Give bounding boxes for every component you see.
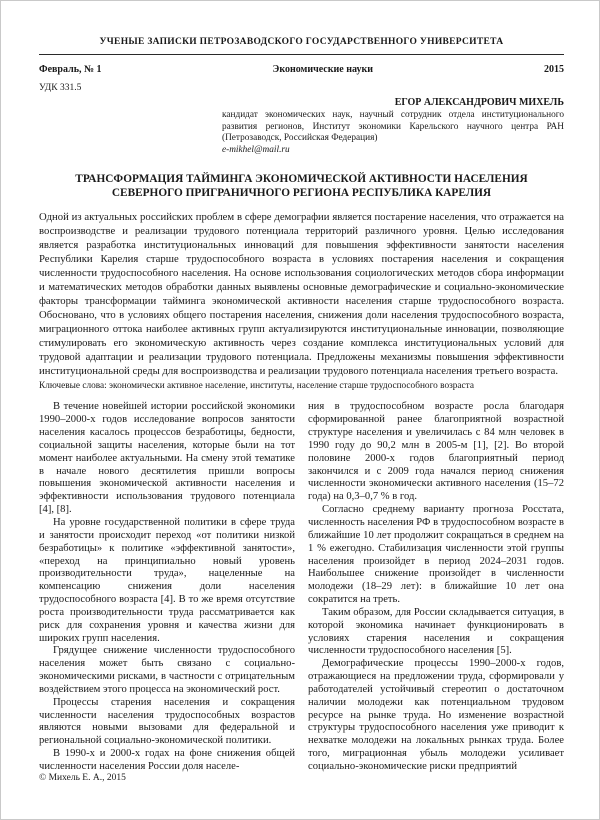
body-paragraph: В 1990-х и 2000-х годах на фоне снижения общей численности населения России доля населе- (39, 748, 295, 772)
udc-code: УДК 331.5 (39, 83, 82, 93)
issue-month: Февраль, № 1 (39, 64, 102, 75)
body-columns (39, 401, 564, 773)
article-title-line1: ТРАНСФОРМАЦИЯ ТАЙМИНГА ЭКОНОМИЧЕСКОЙ АКТИВНОСТИ НАСЕЛЕНИЯ (75, 173, 528, 186)
article-keywords: Ключевые слова: экономически активное население, институты, население старше трудоспособного возраста (39, 381, 474, 392)
issue-info-row (39, 64, 564, 75)
copyright-notice: © Михель Е. А., 2015 (39, 773, 126, 783)
body-paragraph: На уровне государственной политики в сфере труда и занятости происходит переход «от политики низкой безработицы» к политике «эффективной занятости», «переход на принципиально новый уровень производительности труда», нацеленные на компенсацию снижения доли населения трудоспособного возраста [4]. В то же время отсутствие роста производительности труда рассматривается как риск для сохранения уровня и качества жизни для широких групп населения. (39, 516, 295, 644)
issue-section: Экономические науки (272, 64, 373, 75)
article-title (39, 172, 564, 200)
header-rule (39, 54, 564, 55)
body-paragraph: Грядущее снижение численности трудоспособного населения может быть связано с социально-экономическими рисками, в частности с отрицательным воздействием этого процесса на экономический рост. (39, 645, 295, 695)
author-block (222, 97, 564, 156)
author-name: ЕГОР АЛЕКСАНДРОВИЧ МИХЕЛЬ (394, 97, 564, 108)
body-paragraph: Таким образом, для России складывается ситуация, в которой экономика начинает функционировать в условиях старения населения и сокращения численности трудоспособного населения [5]. (308, 606, 564, 657)
journal-header: УЧЕНЫЕ ЗАПИСКИ ПЕТРОЗАВОДСКОГО ГОСУДАРСТВЕННОГО УНИВЕРСИТЕТА (99, 37, 504, 47)
body-column-right (308, 401, 564, 773)
issue-year: 2015 (544, 64, 564, 75)
body-paragraph: Согласно среднему варианту прогноза Росстата, численность населения РФ в трудоспособном возрасте в ближайшие 10 лет продолжит сокращаться в среднем на 1 % ежегодно. Стабилизация численности этой группы населения произойдет в период 2024–2031 годов. Наибольшее снижение произойдет в численности молодежи (18–29 лет): в ближайшие 10 лет она сократится на треть. (308, 504, 564, 606)
author-email: e-mikhel@mail.ru (222, 144, 290, 155)
author-affiliation: кандидат экономических наук, научный сотрудник отдела институционального развития регионов, Институт экономики Карельского научного центра РАН (Петрозаводск, Российская Федерация) (222, 110, 564, 144)
article-title-line2: СЕВЕРНОГО ПРИГРАНИЧНОГО РЕГИОНА РЕСПУБЛИКА КАРЕЛИЯ (111, 187, 492, 200)
body-paragraph: ния в трудоспособном возрасте росла благодаря сформированной ранее благоприятной возрастной структуре населения и увеличилась с 84 млн человек в 1990 году до 90,2 млн в 2005-м [1], [2]. Во второй половине 2000-х годов благоприятный период закончился и с 2009 года начался период снижения численности экономически активного населения (15–72 года) на 0,3–0,7 % в год. (308, 401, 564, 503)
body-paragraph: Демографические процессы 1990–2000-х годов, отражающиеся на предложении труда, сформировали у работодателей устойчивый стереотип о достаточном наличии молодежи как потенциальном трудовом ресурсе на рынке труда. Но изменение возрастной структуры трудоспособного населения уже приводит к нехватке молодежи на локальных рынках труда. Более того, миграционная убыль молодежи усиливает социально-экономические риски предприятий (308, 658, 564, 772)
body-paragraph: В течение новейшей истории российской экономики 1990–2000-х годов исследование вопросов занятости населения касалось процессов безработицы, бедности, социальной защиты населения, которые были на тот момент наиболее актуальными. На смену этой тематике в начале нового десятилетия пришли вопросы повышения экономической активности населения и эффективности использования трудового потенциала [4], [8]. (39, 401, 295, 516)
article-abstract: Одной из актуальных российских проблем в сфере демографии является постарение населения, что отражается на воспроизводстве и реализации трудового потенциала территорий различного уровня. Целью исследования является разработка институциональных инноваций для повышения эффективности занятости населения Республики Карелия старше трудоспособного возраста в условиях постарения населения и сокращения численности трудоспособного населения. На основе использования социологических методов сбора информации и математических методов обработки данных выявлены основные демографические и социально-экономические факторы трансформации тайминга экономической активности населения старше трудоспособного возраста. Обосновано, что в условиях общего постарения населения, снижения доли населения трудоспособного возраста, миграционного оттока наиболее активных групп актуализируются институциональные инновации, позволяющие стимулировать его экономическую активность через создание комплекса институциональных условий для трудовой адаптации и реализации трудового потенциала. Предложены механизмы повышения эффективности институциональной среды для воспроизводства и реализации трудового потенциала населения третьего возраста. (39, 211, 564, 378)
page-content (39, 1, 564, 774)
body-column-left (39, 401, 295, 773)
body-paragraph: Процессы старения населения и сокращения численности населения трудоспособных возрастов являются новыми вызовами для федеральной и региональной социально-экономической политики. (39, 696, 295, 747)
